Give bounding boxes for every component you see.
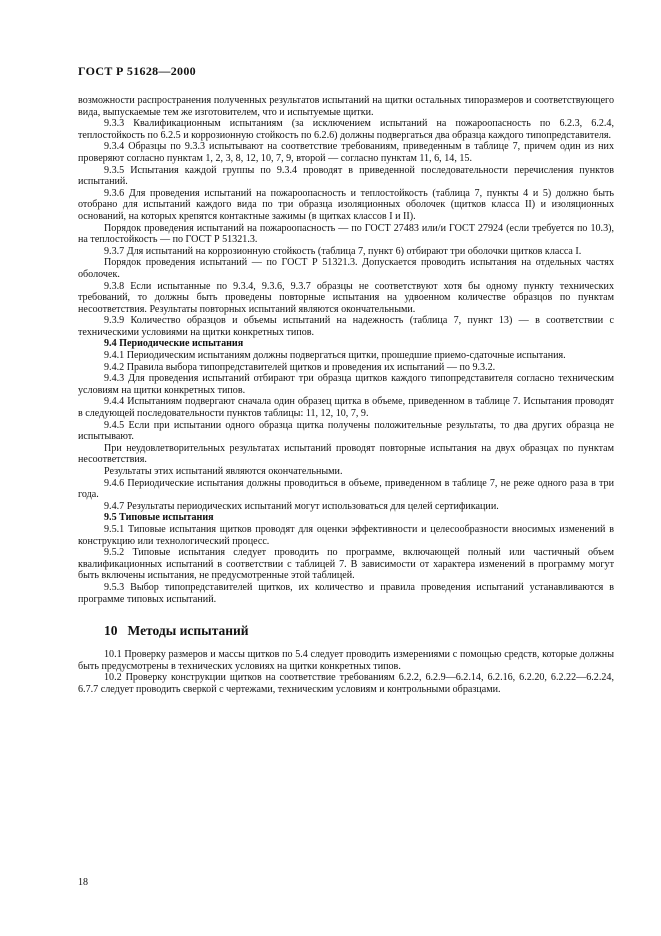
paragraph: Порядок проведения испытаний — по ГОСТ Р 51321.3. Допускается проводить испытания на отдельных частях оболочек. (78, 257, 614, 280)
document-page (78, 64, 614, 696)
paragraph: возможности распространения полученных результатов испытаний на щитки остальных типоразмеров и соответствующего вида, выпускаемые тем же изготовителем, что и испытуемые щитки. (78, 95, 614, 118)
paragraph: 9.4.3 Для проведения испытаний отбирают три образца щитков каждого типопредставителя согласно техническим условиям на щитки конкретных типов. (78, 373, 614, 396)
page-number: 18 (78, 877, 88, 888)
paragraph: Результаты этих испытаний являются окончательными. (104, 466, 343, 477)
subsection-heading-9-5: 9.5 Типовые испытания (104, 512, 214, 524)
paragraph: 9.3.7 Для испытаний на коррозионную стойкость (таблица 7, пункт 6) отбирают три оболочки щитков класса I. (104, 245, 582, 257)
document-header: ГОСТ Р 51628—2000 (78, 64, 196, 78)
paragraph: 9.5.1 Типовые испытания щитков проводят для оценки эффективности и целесообразности вносимых изменений в конструкцию или технологический процесс. (78, 523, 614, 547)
section-heading-10 (104, 623, 614, 639)
paragraph: 10.2 Проверку конструкции щитков на соответствие требованиям 6.2.2, 6.2.9—6.2.14, 6.2.16, 6.2.20, 6.2.22—6.2.24, 6.7.7 следует проводить сверкой с чертежами, техническим условиям и контрольными образцами. (78, 672, 614, 695)
body-text-section-10 (78, 649, 614, 695)
paragraph: 9.5.2 Типовые испытания следует проводить по программе, включающей полный или частичный объем квалификационных испытаний в соответствии с таблицей 7. В зависимости от характера изменений в программу могут быть включены испытания, не предусмотренные этой таблицей. (78, 547, 614, 582)
body-text (78, 95, 614, 605)
paragraph: 9.4.1 Периодическим испытаниям должны подвергаться щитки, прошедшие приемо-сдаточные испытания. (104, 350, 566, 362)
paragraph: 9.4.5 Если при испытании одного образца щитка получены положительные результаты, то два других образца не испытывают. (78, 419, 614, 443)
paragraph: 9.3.3 Квалификационным испытаниям (за исключением испытаний на пожароопасность по 6.2.3, 6.2.4, теплостойкость по 6.2.5 и коррозионную стойкость по 6.2.6) должны подвергаться два образца каждого типопредставителя. (78, 118, 614, 141)
paragraph: 9.4.6 Периодические испытания должны проводиться в объеме, приведенном в таблице 7, не реже одного раза в три года. (78, 477, 614, 501)
section-number: 10 (104, 623, 118, 639)
section-title: Методы испытаний (127, 623, 249, 639)
paragraph: 9.3.6 Для проведения испытаний на пожароопасность и теплостойкость (таблица 7, пункты 4 и 5) должно быть отобрано для испытаний каждого вида по три образца изоляционных оболочек (щитков класса II) и изоляционных оснований, на которых крепятся контактные зажимы (в щитках классов I и II). (78, 187, 614, 222)
paragraph: 9.3.5 Испытания каждой группы по 9.3.4 проводят в приведенной последовательности перечисления пунктов испытаний. (78, 164, 614, 188)
subsection-heading-9-4: 9.4 Периодические испытания (104, 338, 244, 350)
paragraph: При неудовлетворительных результатах испытаний проводят повторные испытания на двух образцах по пунктам несоответствия. (78, 442, 614, 466)
paragraph: 9.3.8 Если испытанные по 9.3.4, 9.3.6, 9.3.7 образцы не соответствуют хотя бы одному пункту технических требований, то должны быть проведены повторные испытания на удвоенном количестве образцов по пунктам несоответствия. Результаты повторных испытаний являются окончательными. (78, 280, 614, 315)
paragraph: 9.4.2 Правила выбора типопредставителей щитков и проведения их испытаний — по 9.3.2. (104, 361, 496, 373)
paragraph: 9.3.4 Образцы по 9.3.3 испытывают на соответствие требованиям, приведенным в таблице 7, причем один из них проверяют согласно пунктам 1, 2, 3, 8, 12, 10, 7, 9, второй — согласно пунктам 11, 6, 14, 15. (78, 141, 614, 164)
paragraph: 9.5.3 Выбор типопредставителей щитков, их количество и правила проведения испытаний устанавливаются в программе типовых испытаний. (78, 581, 614, 605)
paragraph: 9.3.9 Количество образцов и объемы испытаний на надежность (таблица 7, пункт 13) — в соответствии с техническими условиями на щитки конкретных типов. (78, 315, 614, 338)
paragraph: 9.4.7 Результаты периодических испытаний могут использоваться для целей сертификации. (104, 500, 499, 512)
paragraph: Порядок проведения испытаний на пожароопасность — по ГОСТ 27483 или/и ГОСТ 27924 (если требуется по 10.3), на теплостойкость — по ГОСТ Р 51321.3. (78, 222, 614, 246)
paragraph: 9.4.4 Испытаниям подвергают сначала один образец щитка в объеме, приведенном в таблице 7. Испытания проводят в следующей последовательности пунктов таблицы: 11, 12, 10, 7, 9. (78, 396, 614, 420)
paragraph: 10.1 Проверку размеров и массы щитков по 5.4 следует проводить измерениями с помощью средств, которые должны быть предусмотрены в технических условиях на щитки конкретных типов. (78, 649, 614, 672)
